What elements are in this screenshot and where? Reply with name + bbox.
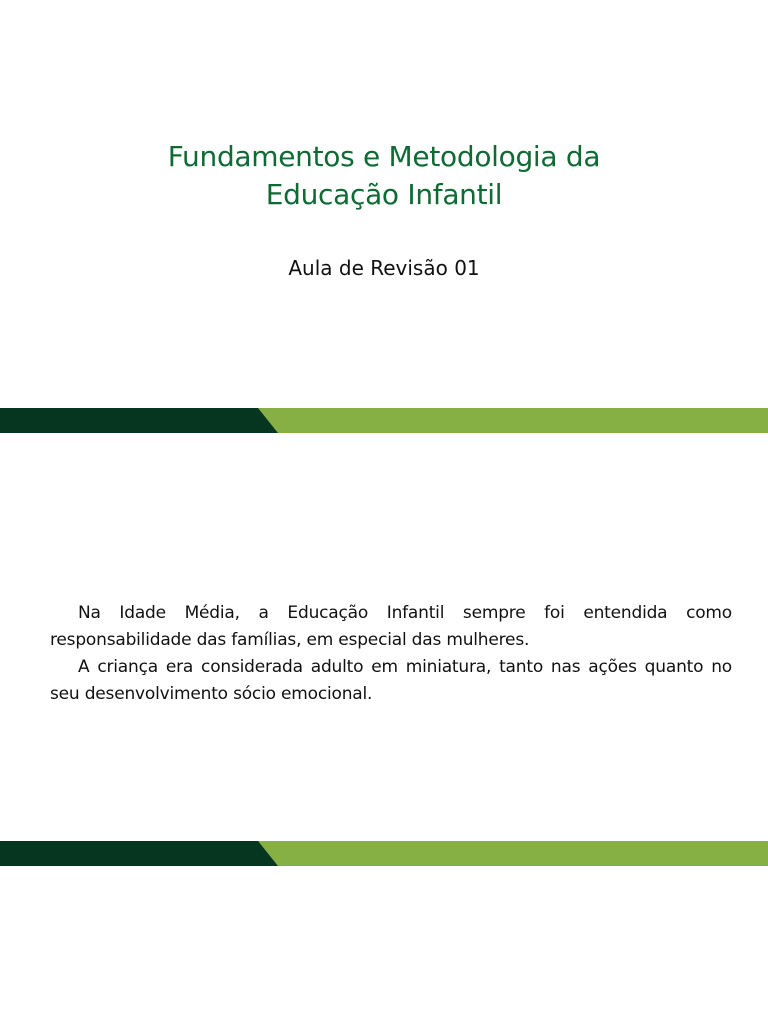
band-bottom-dark (0, 841, 278, 866)
slide-subtitle: Aula de Revisão 01 (288, 256, 480, 280)
slide-title-line-2: Educação Infantil (265, 178, 503, 211)
band-top-dark (0, 408, 278, 433)
decorative-band-top (0, 408, 768, 433)
body-paragraph-2: A criança era considerada adulto em miniatura, tanto nas ações quanto no seu desenvolvimento sócio emocional. (50, 657, 732, 704)
decorative-band-bottom (0, 841, 768, 866)
slide-body (50, 600, 732, 708)
slide-title (0, 138, 768, 214)
slide-title-line-1: Fundamentos e Metodologia da (167, 140, 601, 173)
body-paragraph-1: Na Idade Média, a Educação Infantil sempre foi entendida como responsabilidade das famílias, em especial das mulheres. (50, 603, 732, 650)
